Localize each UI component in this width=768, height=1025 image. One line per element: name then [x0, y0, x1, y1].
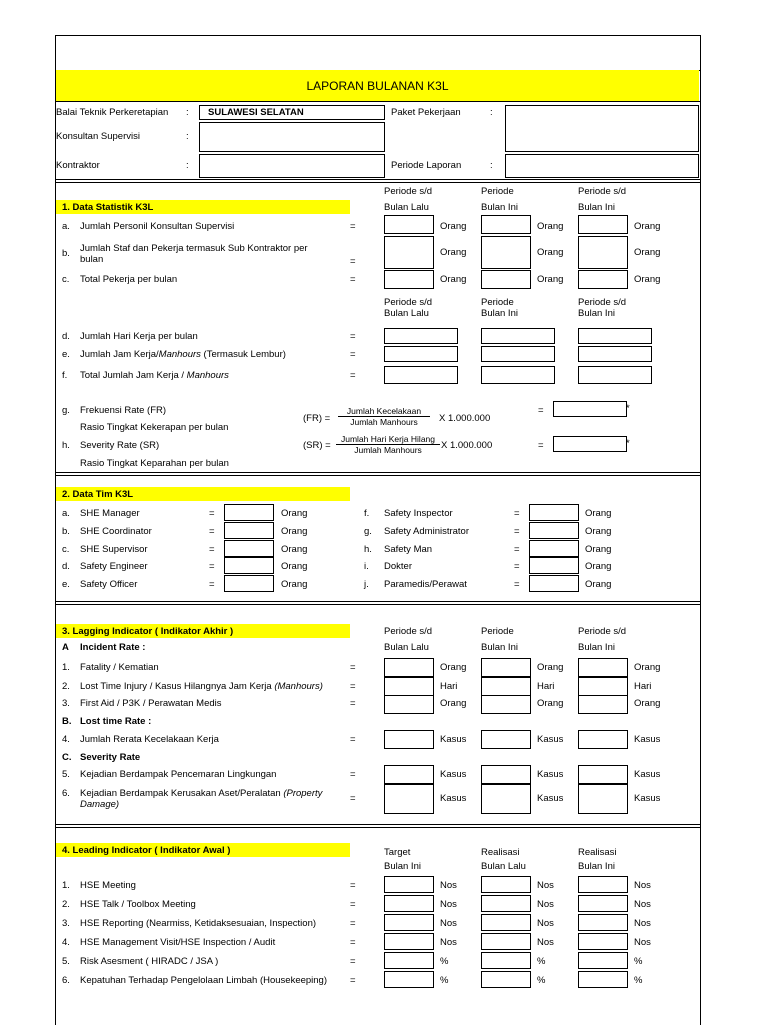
row-e-field-2[interactable] [481, 346, 555, 362]
paket-label: Paket Pekerjaan [391, 107, 461, 118]
unit: Nos [634, 880, 651, 891]
leading-field-1[interactable] [384, 971, 434, 988]
team-left-label: SHE Coordinator [80, 526, 152, 537]
team-left-num: b. [62, 526, 70, 537]
lagging-field-1[interactable] [384, 677, 434, 696]
col2-header-b: Bulan Ini [481, 642, 518, 653]
team-right-field[interactable] [529, 557, 579, 574]
lagging-field-1[interactable] [384, 765, 434, 784]
sr-numerator: Jumlah Hari Kerja Hilang [336, 434, 440, 445]
team-left-field[interactable] [224, 522, 274, 539]
eq: = [514, 579, 520, 590]
asterisk: * [626, 403, 630, 414]
lagging-row-label: Fatality / Kematian [80, 662, 159, 673]
lagging-field-3[interactable] [578, 677, 628, 696]
lagging-row-num: 3. [62, 698, 70, 709]
leading-field-2[interactable] [481, 876, 531, 893]
eq: = [350, 681, 356, 692]
report-title: LAPORAN BULANAN K3L [56, 70, 699, 101]
col1-header-b: Bulan Ini [384, 861, 421, 872]
unit: Orang [585, 526, 612, 537]
unit: Hari [440, 681, 458, 692]
row-a-num: a. [62, 221, 70, 232]
eq: = [514, 544, 520, 555]
group-b-num: B. [62, 716, 72, 727]
team-right-num: i. [364, 561, 369, 572]
row-f-field-1[interactable] [384, 366, 458, 384]
team-right-label: Dokter [384, 561, 412, 572]
row-f-field-2[interactable] [481, 366, 555, 384]
eq: = [209, 561, 215, 572]
colon: : [186, 160, 189, 171]
col3-header-a: Periode s/d [578, 297, 627, 308]
colon: : [490, 160, 493, 171]
team-left-field[interactable] [224, 575, 274, 592]
unit: Orang [440, 221, 467, 232]
eq: = [350, 899, 356, 910]
sr-multiplier: X 1.000.000 [441, 440, 493, 451]
unit: % [440, 975, 449, 986]
eq: = [209, 508, 215, 519]
lagging-row-label: Kejadian Berdampak Pencemaran Lingkungan [80, 769, 277, 780]
row-c-field-2[interactable] [481, 270, 531, 289]
col3-header-a: Periode s/d [578, 186, 627, 197]
row-e-num: e. [62, 349, 70, 360]
row-g-sub: Rasio Tingkat Kekerapan per bulan [80, 422, 229, 433]
unit: Orang [440, 247, 467, 258]
unit: Hari [537, 681, 555, 692]
unit: Orang [537, 698, 564, 709]
team-right-field[interactable] [529, 504, 579, 521]
unit: Orang [585, 561, 612, 572]
team-right-field[interactable] [529, 540, 579, 557]
unit: % [440, 956, 449, 967]
lagging-row-label-2: Damage) [80, 799, 120, 810]
leading-field-1[interactable] [384, 876, 434, 893]
col2-header-b: Bulan Ini [481, 308, 518, 319]
row-b-field-3[interactable] [578, 236, 628, 269]
leading-field-2[interactable] [481, 952, 531, 969]
leading-field-1[interactable] [384, 895, 434, 912]
col3-header-b: Bulan Ini [578, 642, 615, 653]
unit: Orang [281, 526, 308, 537]
section-2-title: 2. Data Tim K3L [62, 489, 134, 500]
sr-result-field[interactable] [553, 436, 627, 452]
eq: = [350, 221, 356, 232]
col3-header-b: Bulan Ini [578, 308, 615, 319]
row-e-field-1[interactable] [384, 346, 458, 362]
team-right-num: f. [364, 508, 370, 519]
leading-row-label: HSE Reporting (Nearmiss, Ketidaksesuaian, Inspection) [80, 918, 317, 929]
section-3-title: 3. Lagging Indicator ( Indikator Akhir ) [62, 626, 234, 637]
eq: = [350, 975, 356, 986]
row-a-label: Jumlah Personil Konsultan Supervisi [80, 221, 235, 232]
section-divider [55, 472, 700, 476]
fr-fraction [338, 406, 430, 427]
leading-field-3[interactable] [578, 971, 628, 988]
lagging-field-1[interactable] [384, 730, 434, 749]
unit: Orang [537, 247, 564, 258]
col1-header-a: Periode s/d [384, 186, 433, 197]
team-left-label: SHE Manager [80, 508, 140, 519]
col3-header-a: Periode s/d [578, 626, 627, 637]
lagging-row-label: First Aid / P3K / Perawatan Medis [80, 698, 222, 709]
eq: = [350, 956, 356, 967]
eq: = [350, 662, 356, 673]
row-d-field-1[interactable] [384, 328, 458, 344]
unit: Orang [634, 247, 661, 258]
group-a-label: Incident Rate : [80, 642, 146, 653]
sr-denominator: Jumlah Manhours [354, 445, 422, 455]
section-1-title: 1. Data Statistik K3L [62, 202, 154, 213]
team-right-field[interactable] [529, 522, 579, 539]
balai-label: Balai Teknik Perkeretapian [56, 107, 169, 118]
eq: = [350, 331, 356, 342]
paket-field[interactable] [505, 105, 699, 152]
leading-row-label: HSE Talk / Toolbox Meeting [80, 899, 196, 910]
balai-value: SULAWESI SELATAN [208, 107, 304, 118]
eq: = [514, 561, 520, 572]
col2-header-b: Bulan Lalu [481, 861, 526, 872]
team-right-label: Safety Administrator [384, 526, 470, 537]
unit: Orang [634, 274, 661, 285]
eq: = [350, 370, 356, 381]
row-a-field-1[interactable] [384, 215, 434, 234]
lagging-row-label: Kejadian Berdampak Kerusakan Aset/Peralatan (Property [80, 788, 323, 799]
team-left-field[interactable] [224, 557, 274, 574]
unit: Nos [634, 937, 651, 948]
eq: = [209, 526, 215, 537]
eq: = [350, 349, 356, 360]
unit: % [537, 956, 546, 967]
group-c-num: C. [62, 752, 72, 763]
group-b-label: Lost time Rate : [80, 716, 152, 727]
lagging-field-2[interactable] [481, 677, 531, 696]
unit: Orang [281, 508, 308, 519]
kontraktor-field[interactable] [199, 154, 385, 178]
row-b-field-2[interactable] [481, 236, 531, 269]
unit: Orang [440, 274, 467, 285]
unit: Nos [440, 918, 457, 929]
lagging-row-num: 1. [62, 662, 70, 673]
col2-header-b: Bulan Ini [481, 202, 518, 213]
unit: Kasus [634, 734, 661, 745]
row-c-num: c. [62, 274, 70, 285]
unit: Hari [634, 681, 652, 692]
eq: = [538, 405, 544, 416]
row-g-label: Frekuensi Rate (FR) [80, 405, 167, 416]
leading-field-1[interactable] [384, 933, 434, 950]
lagging-field-3[interactable] [578, 695, 628, 714]
team-right-num: g. [364, 526, 372, 537]
unit: Kasus [537, 734, 564, 745]
unit: Kasus [440, 734, 467, 745]
section-4-title: 4. Leading Indicator ( Indikator Awal ) [62, 845, 231, 856]
team-right-num: j. [364, 579, 369, 590]
col1-header-b: Bulan Lalu [384, 202, 429, 213]
kontraktor-label: Kontraktor [56, 160, 100, 171]
eq: = [209, 544, 215, 555]
col1-header-b: Bulan Lalu [384, 642, 429, 653]
lagging-field-3[interactable] [578, 730, 628, 749]
row-e-label: Jumlah Jam Kerja/Manhours (Termasuk Lembur) [80, 349, 286, 360]
leading-field-3[interactable] [578, 876, 628, 893]
unit: Orang [537, 662, 564, 673]
leading-field-3[interactable] [578, 914, 628, 931]
leading-field-2[interactable] [481, 971, 531, 988]
unit: Orang [634, 221, 661, 232]
leading-row-label: HSE Meeting [80, 880, 136, 891]
leading-field-2[interactable] [481, 914, 531, 931]
leading-field-2[interactable] [481, 933, 531, 950]
leading-row-label: Kepatuhan Terhadap Pengelolaan Limbah (Housekeeping) [80, 975, 328, 986]
colon: : [186, 107, 189, 118]
row-d-num: d. [62, 331, 70, 342]
row-b-label: Jumlah Staf dan Pekerja termasuk Sub Kontraktor per [80, 243, 308, 254]
sr-fraction [336, 434, 440, 455]
divider [55, 101, 700, 102]
row-e-field-3[interactable] [578, 346, 652, 362]
leading-field-1[interactable] [384, 952, 434, 969]
colon: : [490, 107, 493, 118]
row-a-field-2[interactable] [481, 215, 531, 234]
eq: = [350, 793, 356, 804]
row-h-sub: Rasio Tingkat Keparahan per bulan [80, 458, 229, 469]
team-right-field[interactable] [529, 575, 579, 592]
unit: Orang [585, 508, 612, 519]
colon: : [186, 131, 189, 142]
leading-row-num: 3. [62, 918, 70, 929]
unit: Orang [281, 561, 308, 572]
leading-field-3[interactable] [578, 933, 628, 950]
row-c-label: Total Pekerja per bulan [80, 274, 178, 285]
unit: Nos [440, 899, 457, 910]
lagging-row-num: 2. [62, 681, 70, 692]
unit: % [634, 975, 643, 986]
lagging-field-2[interactable] [481, 730, 531, 749]
lagging-field-3[interactable] [578, 765, 628, 784]
section-divider [55, 601, 700, 605]
row-c-field-3[interactable] [578, 270, 628, 289]
lagging-field-1[interactable] [384, 784, 434, 814]
unit: Nos [537, 880, 554, 891]
leading-field-3[interactable] [578, 895, 628, 912]
col3-header-b: Bulan Ini [578, 861, 615, 872]
row-f-num: f. [62, 370, 68, 381]
unit: Kasus [537, 769, 564, 780]
lagging-field-3[interactable] [578, 784, 628, 814]
unit: Nos [537, 937, 554, 948]
unit: Orang [634, 698, 661, 709]
eq: = [350, 769, 356, 780]
team-left-field[interactable] [224, 504, 274, 521]
leading-row-num: 6. [62, 975, 70, 986]
col3-header-b: Bulan Ini [578, 202, 615, 213]
konsultan-label: Konsultan Supervisi [56, 131, 140, 142]
fr-numerator: Jumlah Kecelakaan [338, 406, 430, 417]
col2-header-a: Realisasi [481, 847, 520, 858]
team-right-label: Paramedis/Perawat [384, 579, 467, 590]
unit: Nos [537, 899, 554, 910]
unit: Nos [440, 880, 457, 891]
leading-row-num: 2. [62, 899, 70, 910]
lagging-field-1[interactable] [384, 695, 434, 714]
unit: Nos [440, 937, 457, 948]
unit: Orang [585, 579, 612, 590]
unit: Nos [537, 918, 554, 929]
row-h-num: h. [62, 440, 70, 451]
col2-header-a: Periode [481, 626, 514, 637]
lagging-field-1[interactable] [384, 658, 434, 677]
sr-formula-prefix: (SR) = [303, 440, 331, 451]
fr-formula-prefix: (FR) = [303, 413, 331, 424]
leading-field-1[interactable] [384, 914, 434, 931]
team-right-label: Safety Inspector [384, 508, 453, 519]
unit: Kasus [440, 769, 467, 780]
unit: % [634, 956, 643, 967]
team-left-label: Safety Officer [80, 579, 138, 590]
row-g-num: g. [62, 405, 70, 416]
leading-row-label: HSE Management Visit/HSE Inspection / Audit [80, 937, 276, 948]
asterisk: * [626, 438, 630, 449]
leading-row-label: Risk Asesment ( HIRADC / JSA ) [80, 956, 219, 967]
unit: Orang [281, 579, 308, 590]
fr-denominator: Jumlah Manhours [350, 417, 418, 427]
unit: Nos [634, 918, 651, 929]
eq: = [350, 734, 356, 745]
lagging-row-label: Lost Time Injury / Kasus Hilangnya Jam Kerja (Manhours) [80, 681, 323, 692]
eq: = [350, 880, 356, 891]
eq: = [350, 698, 356, 709]
team-left-num: c. [62, 544, 70, 555]
section-divider [55, 179, 700, 183]
row-d-field-2[interactable] [481, 328, 555, 344]
row-a-field-3[interactable] [578, 215, 628, 234]
unit: Kasus [634, 769, 661, 780]
row-f-field-3[interactable] [578, 366, 652, 384]
eq: = [350, 918, 356, 929]
col1-header-a: Periode s/d [384, 297, 433, 308]
team-left-label: SHE Supervisor [80, 544, 148, 555]
unit: Orang [281, 544, 308, 555]
unit: % [537, 975, 546, 986]
col2-header-a: Periode [481, 297, 514, 308]
team-right-num: h. [364, 544, 372, 555]
group-a-num: A [62, 642, 69, 653]
periode-laporan-field[interactable] [505, 154, 699, 178]
team-left-num: e. [62, 579, 70, 590]
fr-result-field[interactable] [553, 401, 627, 417]
col2-header-a: Periode [481, 186, 514, 197]
unit: Kasus [537, 793, 564, 804]
team-left-label: Safety Engineer [80, 561, 148, 572]
eq: = [514, 508, 520, 519]
group-c-label: Severity Rate [80, 752, 141, 763]
row-b-field-1[interactable] [384, 236, 434, 269]
unit: Orang [537, 221, 564, 232]
unit: Orang [537, 274, 564, 285]
eq: = [514, 526, 520, 537]
col1-header-a: Target [384, 847, 411, 858]
eq: = [209, 579, 215, 590]
konsultan-field[interactable] [199, 122, 385, 152]
row-f-label: Total Jumlah Jam Kerja / Manhours [80, 370, 229, 381]
lagging-row-num: 5. [62, 769, 70, 780]
col1-header-b: Bulan Lalu [384, 308, 429, 319]
lagging-field-3[interactable] [578, 658, 628, 677]
team-right-label: Safety Man [384, 544, 433, 555]
leading-row-num: 4. [62, 937, 70, 948]
team-left-num: d. [62, 561, 70, 572]
eq: = [350, 256, 356, 267]
row-c-field-1[interactable] [384, 270, 434, 289]
unit: Orang [585, 544, 612, 555]
col3-header-a: Realisasi [578, 847, 617, 858]
unit: Orang [634, 662, 661, 673]
section-divider [55, 824, 700, 828]
unit: Kasus [440, 793, 467, 804]
unit: Kasus [634, 793, 661, 804]
row-b-label-2: bulan [80, 254, 104, 265]
eq: = [350, 274, 356, 285]
lagging-row-num: 6. [62, 788, 70, 799]
eq: = [350, 937, 356, 948]
unit: Orang [440, 662, 467, 673]
leading-field-2[interactable] [481, 895, 531, 912]
row-d-field-3[interactable] [578, 328, 652, 344]
lagging-row-label: Jumlah Rerata Kecelakaan Kerja [80, 734, 219, 745]
lagging-row-num: 4. [62, 734, 70, 745]
fr-multiplier: X 1.000.000 [439, 413, 491, 424]
unit: Nos [634, 899, 651, 910]
lagging-field-2[interactable] [481, 765, 531, 784]
leading-row-num: 1. [62, 880, 70, 891]
leading-row-num: 5. [62, 956, 70, 967]
row-d-label: Jumlah Hari Kerja per bulan [80, 331, 198, 342]
eq: = [538, 440, 544, 451]
row-h-label: Severity Rate (SR) [80, 440, 160, 451]
team-left-num: a. [62, 508, 70, 519]
leading-field-3[interactable] [578, 952, 628, 969]
col1-header-a: Periode s/d [384, 626, 433, 637]
lagging-field-2[interactable] [481, 658, 531, 677]
periode-laporan-label: Periode Laporan [391, 160, 462, 171]
lagging-field-2[interactable] [481, 695, 531, 714]
balai-field[interactable] [199, 105, 385, 120]
team-left-field[interactable] [224, 540, 274, 557]
unit: Orang [440, 698, 467, 709]
lagging-field-2[interactable] [481, 784, 531, 814]
row-b-num: b. [62, 248, 70, 259]
